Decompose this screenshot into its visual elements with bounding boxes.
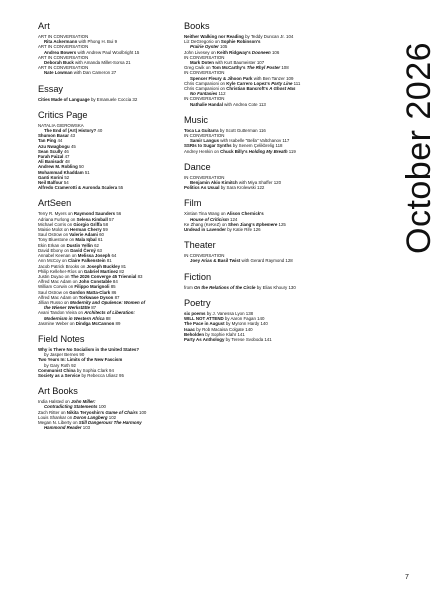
toc-entry: Ann McCoy on Claire Falkenstein 81 bbox=[38, 258, 112, 264]
toc-entry: Contradicting Statements 100 bbox=[44, 404, 106, 410]
toc-section-field-notes bbox=[38, 334, 183, 378]
toc-section-theater bbox=[184, 240, 362, 263]
toc-entry: Neither Walking nor Reading by Teddy Duncan Jr. 104 bbox=[184, 34, 294, 39]
toc-entry: six poems by J. Vanessa Lyon 138 bbox=[184, 310, 254, 316]
section-heading: Theater bbox=[184, 240, 216, 251]
section-heading: ArtSeen bbox=[38, 198, 72, 209]
toc-entry: Alfredo Cramerotti & Auronda Scalera 55 bbox=[38, 185, 124, 191]
toc-section-books bbox=[184, 21, 362, 107]
section-heading: Field Notes bbox=[38, 333, 85, 344]
toc-entry: Shumon Basar 43 bbox=[38, 133, 76, 139]
toc-middle-column bbox=[184, 21, 362, 350]
toc-entry: Cities Made of Language by Emanuele Coccia 32 bbox=[38, 96, 138, 102]
toc-section-fiction bbox=[184, 272, 362, 290]
toc-section-critics-page bbox=[38, 110, 183, 191]
toc-entry: IN CONVERSATION bbox=[184, 96, 225, 102]
toc-entry: Ali Banisadr 48 bbox=[38, 159, 70, 165]
toc-entry: Maisie Molot on Herman Cherry 59 bbox=[38, 227, 108, 233]
section-heading: Essay bbox=[38, 83, 64, 94]
toc-entry: Alfred Mac Adam on Torkwase Dyson 87 bbox=[38, 294, 120, 300]
section-heading: Critics Page bbox=[38, 109, 88, 120]
toc-entry: Tony Bluestone on Mala Iqbal 61 bbox=[38, 237, 103, 243]
toc-entry: Chris Campanioni on Kyle Carrero Lopez's Party Line 111 bbox=[184, 80, 301, 86]
toc-entry: Mohammad Khaddam 51 bbox=[38, 169, 90, 175]
toc-entry: Rita Ackermann with Phong H. Bui 9 bbox=[44, 39, 118, 45]
toc-entry: Beholden by Sophie Klahr 141 bbox=[184, 331, 245, 337]
toc-entry: Modernism in Western Africa 88 bbox=[44, 315, 111, 321]
toc-entry: Toca La Guitarra by Scott Gutterman 116 bbox=[184, 127, 266, 133]
toc-entry: Zach Ritter on Nikita Teryoshin's Game of Chairs 100 bbox=[38, 409, 147, 415]
toc-entry: Jillian Russo on Modernity and Opulence: Women of bbox=[38, 299, 146, 305]
section-heading: Film bbox=[184, 198, 202, 209]
toc-entry: Communist China by Sophia Clark 94 bbox=[38, 367, 114, 373]
toc-entry: William Corwin on Filippo Marignoli 85 bbox=[38, 284, 116, 290]
toc-entry: WILL NOT ATTEND by Aaron Fagan 140 bbox=[184, 316, 265, 322]
toc-entry: the Wiener Werkstätte 87 bbox=[44, 305, 97, 311]
toc-entry: ART IN CONVERSATION bbox=[38, 44, 89, 50]
toc-entry: Chris Campanioni on Christian Bancroft's A Ghost Has bbox=[184, 86, 296, 92]
toc-entry: Tan Ping 44 bbox=[38, 138, 63, 144]
toc-entry: Azu Nwagbogu 45 bbox=[38, 143, 76, 149]
toc-entry: Sean Scully 46 bbox=[38, 148, 69, 154]
toc-entry: Two Years In: Limits of the New Fascism bbox=[38, 357, 123, 363]
toc-entry: Politics As Usual by Sara Krolewski 122 bbox=[184, 185, 265, 191]
toc-entry: No Fantasies 112 bbox=[190, 91, 226, 97]
toc-entry: Alfred Mac Adam on John Constable 84 bbox=[38, 279, 118, 285]
section-heading: Music bbox=[184, 114, 208, 125]
toc-entry: John Livesey on Keith Ridgway's Dooneen 106 bbox=[184, 49, 280, 55]
toc-entry: Neil Balfour 54 bbox=[38, 180, 69, 186]
toc-entry: Saul Ostrow on Valerie Adami 60 bbox=[38, 232, 104, 238]
toc-entry: Undead in Lavender by Katie Rife 126 bbox=[184, 227, 261, 233]
toc-entry: Michael Corris on Giorgio Griffa 58 bbox=[38, 221, 109, 227]
toc-entry: Jasmine Weber on Dindga McCannon 89 bbox=[38, 320, 121, 326]
toc-section-dance bbox=[184, 162, 362, 191]
toc-entry: Party As Anthology by Terese Svoboda 141 bbox=[184, 336, 272, 342]
toc-entry: Mark Doten with Kurt Baumeister 107 bbox=[190, 60, 265, 66]
toc-entry: by Gary Roth 92 bbox=[44, 362, 76, 368]
section-heading: Fiction bbox=[184, 271, 212, 282]
toc-section-film bbox=[184, 198, 362, 232]
toc-entry: Louis Shankar on Doron Langberg 102 bbox=[38, 414, 117, 420]
section-heading: Art Books bbox=[38, 386, 78, 397]
toc-entry: Joey Arias & Basil Twist with Gerard Raymond 128 bbox=[190, 258, 293, 264]
toc-entry: Benjamin Akio Kimitch with Miya Shaffer 120 bbox=[190, 180, 282, 186]
toc-entry: India Halsted on John Miller: bbox=[38, 399, 96, 405]
toc-entry: Ekin Erkan on Dustin Yellin 62 bbox=[38, 242, 99, 248]
toc-left-column bbox=[38, 21, 183, 438]
toc-entry: ART IN CONVERSATION bbox=[38, 34, 89, 39]
toc-entry: Why is There No Socialism in the United States? bbox=[38, 346, 140, 352]
toc-entry: Nathalie Handal with Andrea Cote 113 bbox=[190, 101, 266, 107]
toc-entry: Hammond Reader 103 bbox=[44, 425, 91, 431]
toc-entry: Ganti Korini 52 bbox=[38, 174, 70, 180]
toc-entry: Greg Cwik on Tom McCarthy's The Rhyl Poster 108 bbox=[184, 65, 289, 71]
toc-section-music bbox=[184, 115, 362, 154]
toc-entry: IN CONVERSATION bbox=[184, 174, 225, 180]
toc-entry: Prairie Oyster 105 bbox=[190, 44, 228, 50]
toc-entry: Society as a Service by Rebecca Uliasz 95 bbox=[38, 372, 124, 378]
toc-entry: IN CONVERSATION bbox=[184, 54, 225, 60]
toc-entry: IN CONVERSATION bbox=[184, 133, 225, 139]
section-heading: Art bbox=[38, 21, 50, 31]
issue-date-vertical-title bbox=[368, 29, 438, 254]
toc-entry: House of Criticism 124 bbox=[190, 216, 238, 222]
toc-entry: ART IN CONVERSATION bbox=[38, 54, 89, 60]
toc-entry: Adriana Furlong on Selena Kimball 57 bbox=[38, 216, 114, 222]
toc-entry: Justin Duyao on The 2026 Converge 45 Triennial 83 bbox=[38, 273, 143, 279]
toc-entry: Terry R. Myers on Raymond Saunders 56 bbox=[38, 211, 122, 217]
toc-entry: Nate Lowman with Dan Cameron 27 bbox=[44, 70, 117, 76]
toc-entry: Andrey Henkin on Chuck Billy's Holding My Breath 119 bbox=[184, 148, 296, 154]
toc-entry: SSRIs to Sugar Synths by Senem Çelikbrelig 118 bbox=[184, 143, 283, 149]
toc-entry: Jacob Patrick Brooks on Joseph Buckley 81 bbox=[38, 263, 127, 269]
toc-entry: The End of (Art) History? 40 bbox=[44, 128, 103, 134]
toc-entry: Ke Zhang (KeKeZ) on Shen Jiang's Ephemere 125 bbox=[184, 221, 286, 227]
toc-entry: Annabel Keenan on Melissa Joseph 64 bbox=[38, 253, 117, 259]
toc-section-art-books bbox=[38, 386, 183, 430]
toc-section-art bbox=[38, 21, 183, 76]
toc-entry: Saul Ostrow on Gordon Matta-Clark 86 bbox=[38, 289, 117, 295]
toc-entry: IN CONVERSATION bbox=[184, 70, 225, 76]
issue-date-text: October 2026 bbox=[400, 41, 438, 254]
toc-entry: Avani Tandon Vieira on Architects of Liberation: bbox=[38, 310, 135, 316]
toc-entry: ART IN CONVERSATION bbox=[38, 65, 89, 71]
toc-entry: David Ebony on David Černý 63 bbox=[38, 247, 102, 253]
toc-section-essay bbox=[38, 84, 183, 102]
toc-entry: Samir Langus with Isabelle "Bella" Valtchanov 117 bbox=[190, 138, 290, 144]
toc-entry: NATALIA GIEROWSKA bbox=[38, 122, 84, 128]
toc-entry: Philip Kelleher-Ríos on Gabriel Martinez 82 bbox=[38, 268, 125, 274]
toc-entry: Isaac by Rob Macaisa Colgate 140 bbox=[184, 326, 253, 332]
toc-entry: Xintian Tina Wang on Alison Chernick's bbox=[184, 211, 264, 217]
section-heading: Poetry bbox=[184, 297, 211, 308]
toc-entry: The Pace in August by Myronn Hardy 140 bbox=[184, 321, 268, 327]
toc-entry: Deborah Buck with Amanda Millet-Sorsa 21 bbox=[44, 60, 131, 66]
toc-entry: Spencer Fleury & Jihoon Park with Ben Tanzer 109 bbox=[190, 75, 294, 81]
toc-entry: Andrew M. Robling 50 bbox=[38, 164, 84, 170]
toc-section-artseen bbox=[38, 198, 183, 325]
section-heading: Books bbox=[184, 21, 210, 31]
toc-entry: Megan N. Liberty on Still Dangerous! The Harmony bbox=[38, 419, 142, 425]
toc-entry: by Jasper Bernes 90 bbox=[44, 352, 85, 358]
toc-entry: Liz DeGregorio on Sophie Robinson's bbox=[184, 39, 261, 45]
page-number: 7 bbox=[405, 574, 409, 581]
section-heading: Dance bbox=[184, 161, 211, 172]
toc-entry: Andrea Bowers with Andrew Paul Woolbright 15 bbox=[44, 49, 140, 55]
toc-entry: from On the Relations of the Circle by Elias Khoury 130 bbox=[184, 284, 296, 290]
toc-section-poetry bbox=[184, 298, 362, 342]
toc-entry: Farah Faizal 47 bbox=[38, 154, 70, 160]
toc-entry: IN CONVERSATION bbox=[184, 253, 225, 259]
